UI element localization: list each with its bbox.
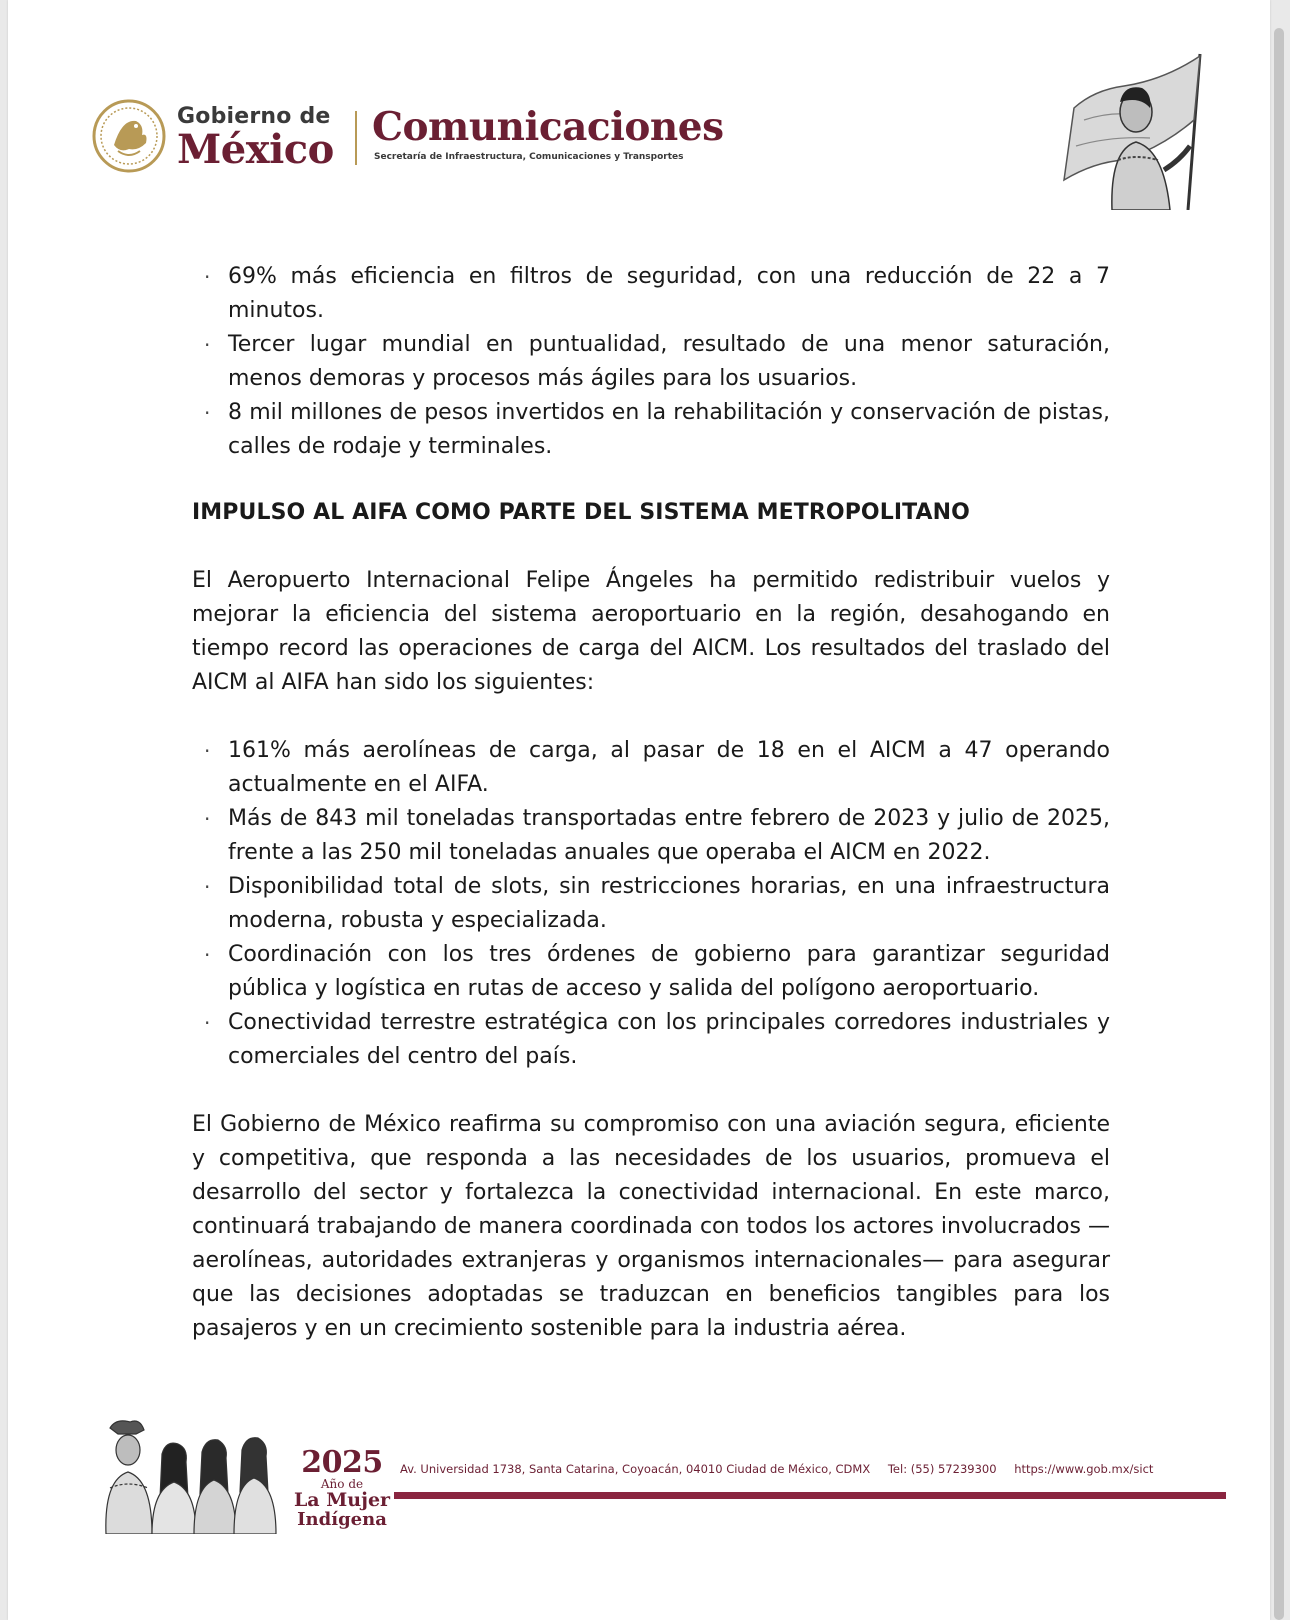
list-item: · 161% más aerolíneas de carga, al pasar de 18 en el AICM a 47 operando actualmente en el AIFA. <box>192 734 1110 802</box>
bullet-icon: · <box>204 265 211 289</box>
bullet-icon: · <box>204 1011 211 1035</box>
bullet-icon: · <box>204 875 211 899</box>
vertical-scrollbar[interactable] <box>1274 28 1284 1620</box>
document-footer <box>96 1418 1226 1538</box>
year-line2: La Mujer <box>293 1489 391 1511</box>
gobierno-line2: México <box>177 126 334 173</box>
list-item: · 8 mil millones de pesos invertidos en la rehabilitación y conservación de pistas, calles de rodaje y terminales. <box>192 396 1110 464</box>
paragraph-aifa: El Aeropuerto Internacional Felipe Ángeles ha permitido redistribuir vuelos y mejorar la eficiencia del sistema aeroportuario en la región, desahogando en tiempo record las operaciones de carga del AICM. Los resultados del traslado del AICM al AIFA han sido los siguientes: <box>192 568 1110 695</box>
header-divider <box>355 111 357 165</box>
year-line1: Año de <box>320 1477 364 1491</box>
list-item: · Coordinación con los tres órdenes de gobierno para garantizar seguridad pública y logística en rutas de acceso y salida del polígono aeroportuario. <box>192 938 1110 1006</box>
footer-phone: Tel: (55) 57239300 <box>887 1462 997 1476</box>
bullet-icon: · <box>204 943 211 967</box>
bullet-list-top <box>192 260 1110 464</box>
footer-url-link[interactable]: https://www.gob.mx/sict <box>1014 1462 1154 1476</box>
bullet-icon: · <box>204 807 211 831</box>
footer-bar <box>394 1492 1226 1499</box>
department-subtitle: Secretaría de Infraestructura, Comunicaciones y Transportes <box>374 152 684 162</box>
mexican-coat-of-arms-seal-icon <box>92 99 166 173</box>
footer-address: Av. Universidad 1738, Santa Catarina, Coyoacán, 04010 Ciudad de México, CDMX <box>400 1462 871 1476</box>
list-item: · Más de 843 mil toneladas transportadas entre febrero de 2023 y julio de 2025, frente a las 250 mil toneladas anuales que operaba el AICM en 2022. <box>192 802 1110 870</box>
woman-holding-flag-illustration <box>1054 50 1214 218</box>
list-item: · Conectividad terrestre estratégica con los principales corredores industriales y comerciales del centro del país. <box>192 1006 1110 1074</box>
gobierno-line1: Gobierno de <box>177 104 331 129</box>
bullet-list-aifa <box>192 734 1110 1074</box>
gobierno-de-mexico-logo <box>177 105 334 171</box>
year-line3: Indígena <box>297 1509 387 1530</box>
section-heading: IMPULSO AL AIFA COMO PARTE DEL SISTEMA METROPOLITANO <box>192 500 970 525</box>
list-item: · Tercer lugar mundial en puntualidad, resultado de una menor saturación, menos demoras y procesos más ágiles para los usuarios. <box>192 328 1110 396</box>
document-page <box>8 0 1270 1620</box>
list-item: · Disponibilidad total de slots, sin restricciones horarias, en una infraestructura moderna, robusta y especializada. <box>192 870 1110 938</box>
bullet-icon: · <box>204 333 211 357</box>
footer-contact <box>400 1462 1167 1476</box>
year-of-indigenous-woman-logo <box>292 1445 392 1530</box>
indigenous-women-illustration <box>96 1418 280 1534</box>
bullet-icon: · <box>204 739 211 763</box>
bullet-icon: · <box>204 401 211 425</box>
department-title: Comunicaciones <box>372 104 724 150</box>
document-body <box>192 260 1110 1346</box>
list-item: · 69% más eficiencia en filtros de seguridad, con una reducción de 22 a 7 minutos. <box>192 260 1110 328</box>
year-label: 2025 <box>301 1445 383 1480</box>
paragraph-closing: El Gobierno de México reafirma su compromiso con una aviación segura, eficiente y competitiva, que responda a las necesidades de los usuarios, promueva el desarrollo del sector y fortalezca la conectividad internacional. En este marco, continuará trabajando de manera coordinada con todos los actores involucrados —aerolíneas, autoridades extranjeras y organismos internacionales— para asegurar que las decisiones adoptadas se traduzcan en beneficios tangibles para los pasajeros y en un crecimiento sostenible para la industria aérea. <box>192 1112 1110 1341</box>
